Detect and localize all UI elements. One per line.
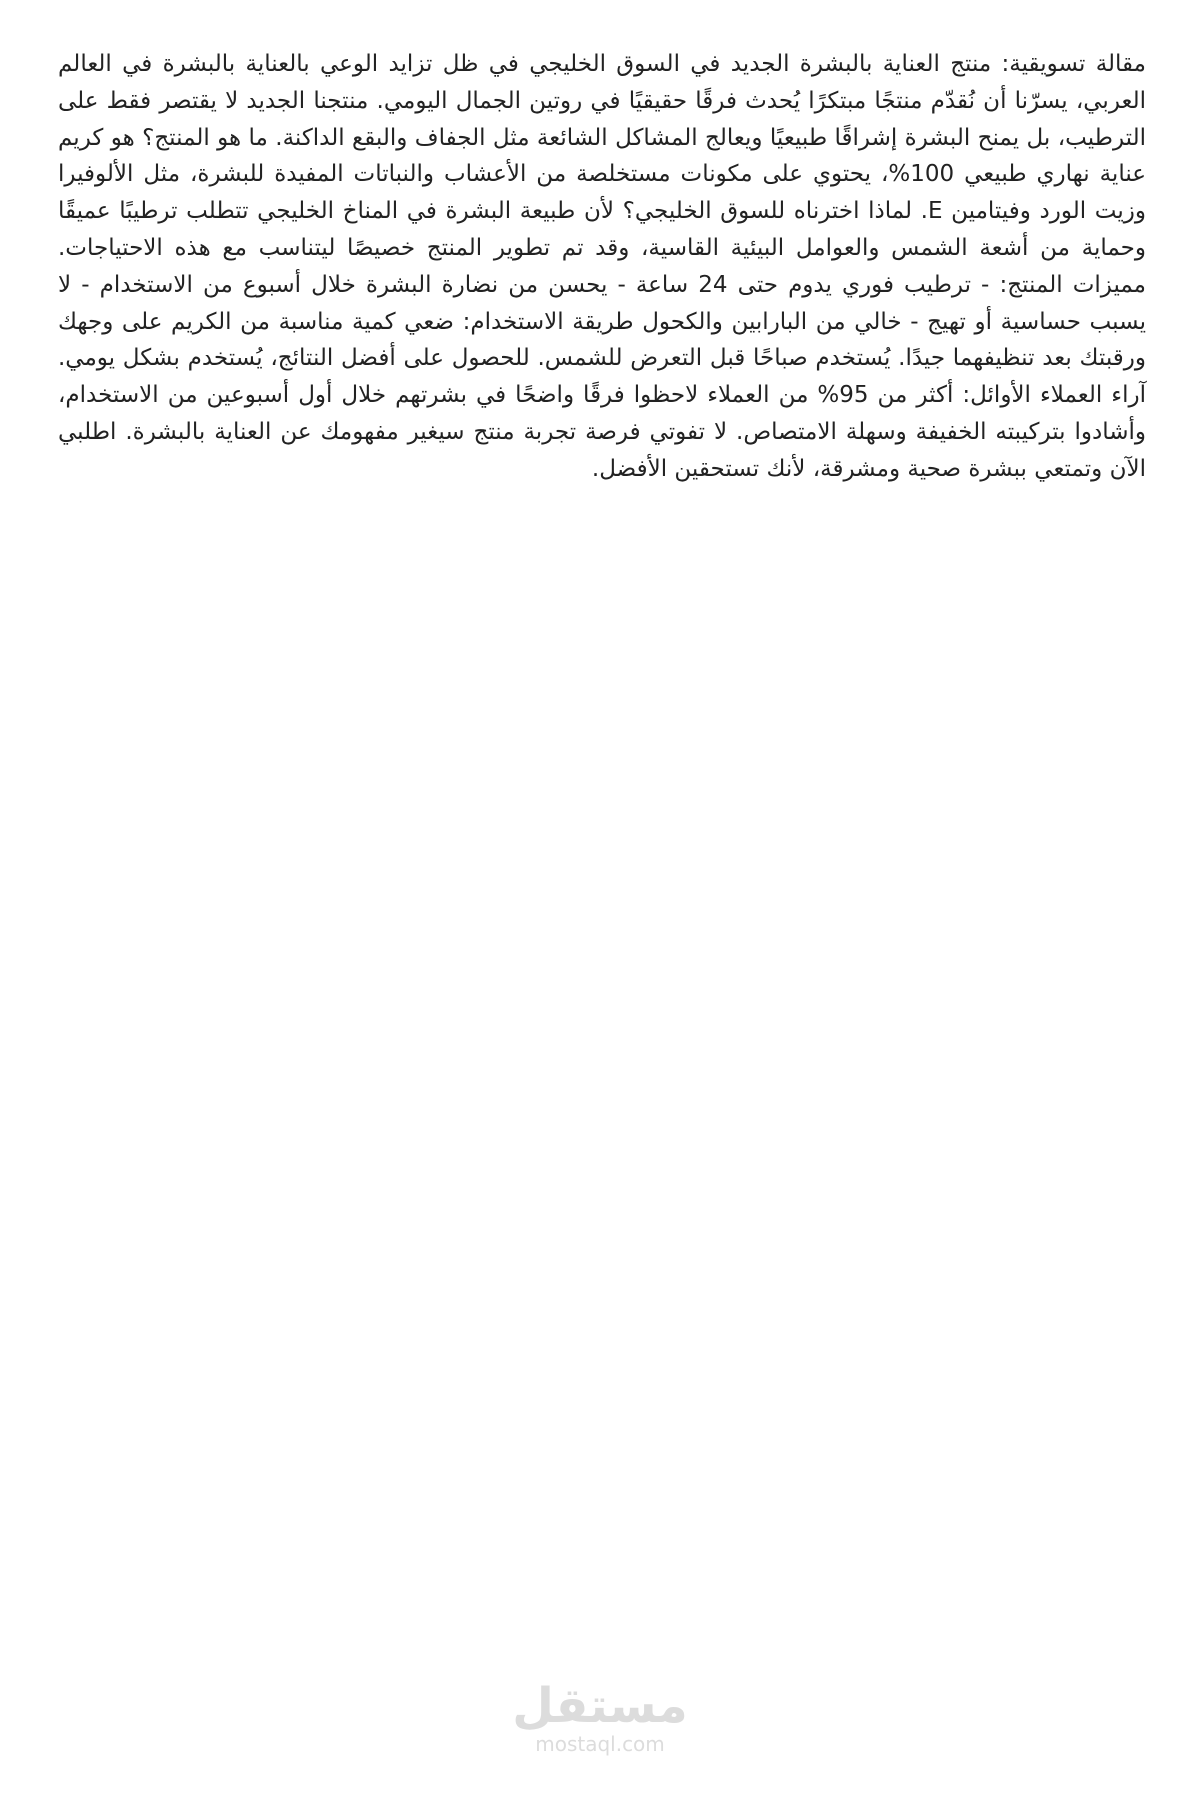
watermark-logo-text: مستقل — [512, 1678, 688, 1734]
watermark-domain: mostaql.com — [535, 1732, 665, 1756]
article-body: مقالة تسويقية: منتج العناية بالبشرة الجديد في السوق الخليجي في ظل تزايد الوعي بالعناية بالبشرة في العالم العربي، يسرّنا أن نُقدّم منتجًا مبتكرًا يُحدث فرقًا حقيقيًا في روتين الجمال اليومي. منتجنا الجديد لا يقتصر فقط على الترطيب، بل يمنح البشرة إشراقًا طبيعيًا ويعالج المشاكل الشائعة مثل الجفاف والبقع الداكنة. ما هو المنتج؟ هو كريم عناية نهاري طبيعي 100%، يحتوي على مكونات مستخلصة من الأعشاب والنباتات المفيدة للبشرة، مثل الألوفيرا وزيت الورد وفيتامين E. لماذا اخترناه للسوق الخليجي؟ لأن طبيعة البشرة في المناخ الخليجي تتطلب ترطيبًا عميقًا وحماية من أشعة الشمس والعوامل البيئية القاسية، وقد تم تطوير المنتج خصيصًا ليتناسب مع هذه الاحتياجات. مميزات المنتج: - ترطيب فوري يدوم حتى 24 ساعة - يحسن من نضارة البشرة خلال أسبوع من الاستخدام - لا يسبب حساسية أو تهيج - خالي من البارابين والكحول طريقة الاستخدام: ضعي كمية مناسبة من الكريم على وجهك ورقبتك بعد تنظيفهما جيدًا. يُستخدم صباحًا قبل التعرض للشمس. للحصول على أفضل النتائج، يُستخدم بشكل يومي. آراء العملاء الأوائل: أكثر من 95% من العملاء لاحظوا فرقًا واضحًا في بشرتهم خلال أول أسبوعين من الاستخدام، وأشادوا بتركيبته الخفيفة وسهلة الامتصاص. لا تفوتي فرصة تجربة منتج سيغير مفهومك عن العناية بالبشرة. اطلبي الآن وتمتعي ببشرة صحية ومشرقة، لأنك تستحقين الأفضل. — [58, 51, 1146, 482]
mostaql-watermark — [0, 1678, 1200, 1756]
